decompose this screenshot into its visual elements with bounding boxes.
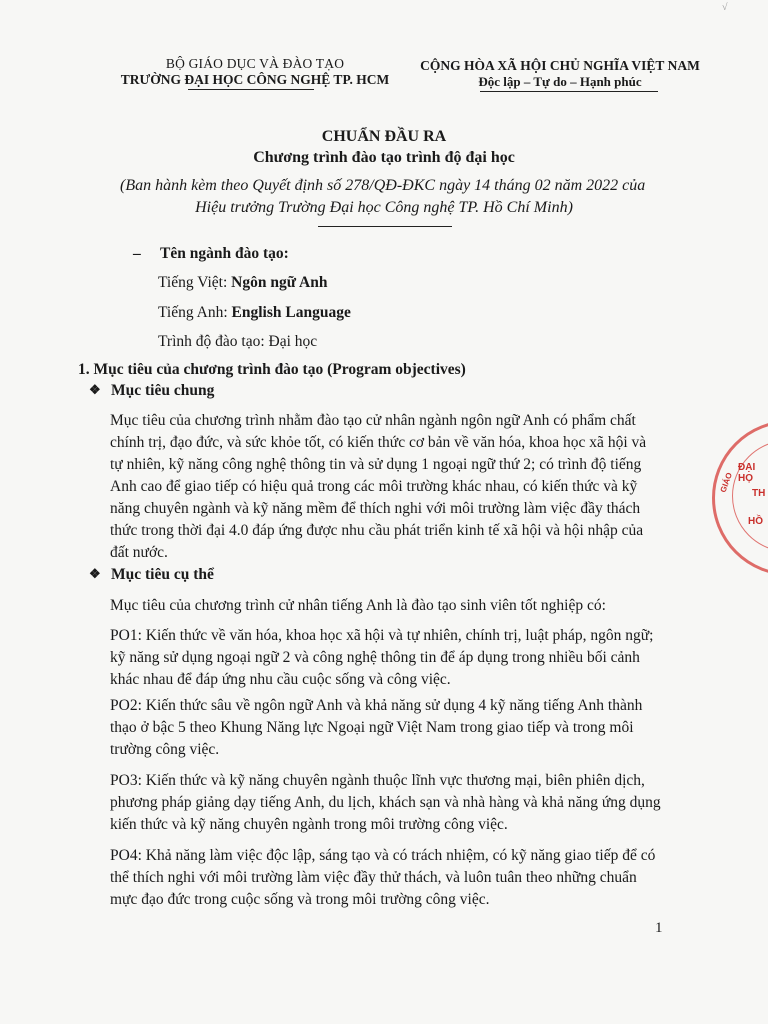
paragraph-line: PO1: Kiến thức về văn hóa, khoa học xã hội và tự nhiên, chính trị, luật pháp, ngôn ngữ;: [110, 627, 654, 644]
university-name: TRƯỜNG ĐẠI HỌC CÔNG NGHỆ TP. HCM: [120, 72, 390, 87]
stamp-text: TH: [752, 488, 766, 499]
bullet-icon: ❖: [89, 566, 101, 581]
paragraph-line: trường công việc.: [110, 741, 220, 758]
stamp-text: HỒ: [748, 516, 763, 527]
po1-paragraph: [110, 625, 694, 691]
page-number: 1: [655, 920, 663, 936]
decree-line-2: Hiệu trưởng Trường Đại học Công nghệ TP. Hồ Chí Minh): [195, 199, 573, 216]
bullet-icon: ❖: [89, 382, 101, 397]
program-name-label: Tên ngành đào tạo:: [160, 245, 289, 262]
english-label: Tiếng Anh:: [158, 304, 228, 321]
stamp-text: ĐẠI HỌ: [738, 462, 756, 484]
vietnamese-value: Ngôn ngữ Anh: [231, 274, 328, 291]
corner-mark: √: [722, 2, 728, 13]
general-objective-heading: Mục tiêu chung: [111, 382, 215, 399]
program-name-dash: –: [133, 245, 141, 262]
paragraph-line: thạo ở bậc 5 theo Khung Năng lực Ngoại ngữ Việt Nam trong giao tiếp và trong môi: [110, 719, 634, 736]
paragraph-line: PO4: Khả năng làm việc độc lập, sáng tạo và có trách nhiệm, có kỹ năng giao tiếp để có: [110, 847, 656, 864]
specific-objective-heading: Mục tiêu cụ thể: [111, 566, 214, 583]
document-subtitle: Chương trình đào tạo trình độ đại học: [253, 149, 515, 166]
decree-line-1: (Ban hành kèm theo Quyết định số 278/QĐ-ĐKC ngày 14 tháng 02 năm 2022 của: [120, 177, 646, 194]
section-1-heading: 1. Mục tiêu của chương trình đào tạo (Program objectives): [78, 361, 466, 378]
header-right: [410, 58, 710, 90]
training-level: Trình độ đào tạo: Đại học: [158, 333, 318, 350]
vietnamese-name-row: [158, 274, 327, 292]
header-left: [100, 56, 410, 88]
po3-paragraph: [110, 770, 694, 836]
paragraph-line: thể thích nghi với môi trường làm việc đầy thử thách, và luôn tuân theo những chuẩn: [110, 869, 637, 886]
paragraph-line: thức trong thời đại 4.0 đáp ứng được nhu cầu phát triển kinh tế xã hội và hội nhập của: [110, 522, 644, 539]
vietnamese-label: Tiếng Việt:: [158, 274, 228, 291]
paragraph-line: kỹ năng sử dụng ngoại ngữ 2 và công nghệ thông tin để áp dụng trong nhiều bối cảnh: [110, 649, 640, 666]
paragraph-line: phương pháp giảng dạy tiếng Anh, du lịch, khách sạn và nhà hàng và khả năng ứng dụng: [110, 794, 661, 811]
header-right-underline: [480, 91, 658, 92]
english-name-row: [158, 304, 351, 322]
motto: Độc lập – Tự do – Hạnh phúc: [478, 74, 642, 89]
general-objective-paragraph: [110, 410, 694, 564]
paragraph-line: kiến thức và kỹ năng chuyên ngành trong môi trường công việc.: [110, 816, 508, 833]
paragraph-line: đất nước.: [110, 544, 168, 561]
po4-paragraph: [110, 845, 694, 911]
ministry-name: BỘ GIÁO DỤC VÀ ĐÀO TẠO: [165, 56, 345, 71]
po2-paragraph: [110, 695, 694, 761]
paragraph-line: mực đạo đức trong cuộc sống và trong môi trường công việc.: [110, 891, 490, 908]
english-value: English Language: [231, 304, 351, 321]
paragraph-line: năng chuyên ngành và kỹ năng mềm để thích nghi với môi trường làm việc đầy thách: [110, 500, 641, 517]
header-left-underline: [188, 89, 314, 90]
decree-underline: [318, 226, 452, 227]
paragraph-line: Mục tiêu của chương trình nhằm đào tạo cử nhân ngành ngôn ngữ Anh có phẩm chất: [110, 412, 636, 429]
paragraph-line: Anh cao để giao tiếp có hiệu quả trong các môi trường khác nhau, có kiến thức và kỹ: [110, 478, 638, 495]
stamp-text: GIÁO: [718, 471, 734, 494]
paragraph-line: PO2: Kiến thức sâu về ngôn ngữ Anh và khả năng sử dụng 4 kỹ năng tiếng Anh thành: [110, 697, 643, 714]
country-name: CỘNG HÒA XÃ HỘI CHỦ NGHĨA VIỆT NAM: [420, 58, 700, 73]
paragraph-line: PO3: Kiến thức và kỹ năng chuyên ngành thuộc lĩnh vực thương mại, biên phiên dịch,: [110, 772, 645, 789]
specific-objective-intro: Mục tiêu của chương trình cử nhân tiếng Anh là đào tạo sinh viên tốt nghiệp có:: [110, 597, 606, 614]
document-title: CHUẨN ĐẦU RA: [321, 128, 447, 145]
paragraph-line: tự nhiên, kỹ năng công nghệ thông tin và sử dụng 1 ngoại ngữ thứ 2; có trình độ tiếng: [110, 456, 642, 473]
paragraph-line: chính trị, đạo đức, và sức khỏe tốt, có kiến thức cơ bản về văn hóa, khoa học xã hội và: [110, 434, 647, 451]
paragraph-line: khác nhau để đáp ứng nhu cầu cuộc sống và công việc.: [110, 671, 451, 688]
